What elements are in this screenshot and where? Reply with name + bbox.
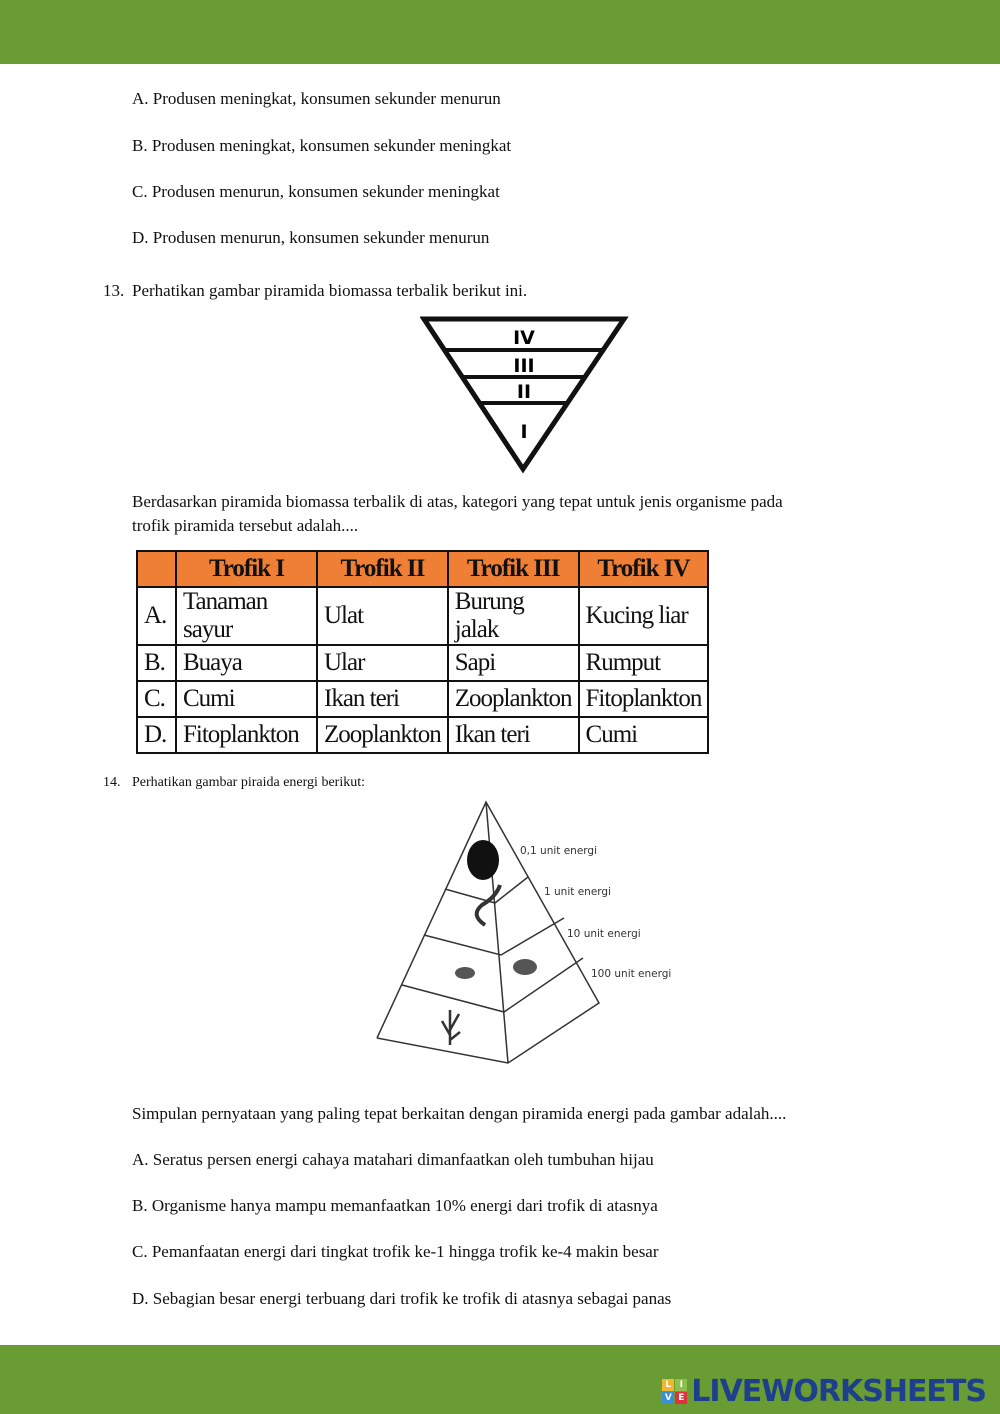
table-row bbox=[137, 717, 708, 753]
q13-question: Perhatikan gambar piramida biomassa terbalik berikut ini. bbox=[132, 281, 528, 300]
header-cell bbox=[137, 551, 176, 587]
cell: Ular bbox=[317, 645, 448, 681]
top-banner bbox=[0, 0, 1000, 64]
q12-option-a[interactable]: A. Produsen meningkat, konsumen sekunder menurun bbox=[132, 89, 501, 108]
cell: Ikan teri bbox=[448, 717, 579, 753]
plant-icon bbox=[442, 1010, 460, 1045]
energy-pyramid bbox=[370, 795, 680, 1070]
q12-option-d[interactable]: D. Produsen menurun, konsumen sekunder menurun bbox=[132, 228, 490, 247]
table-header-row bbox=[137, 551, 708, 587]
q12-option-b[interactable]: B. Produsen meningkat, konsumen sekunder meningkat bbox=[132, 136, 512, 155]
cell: Fitoplankton bbox=[579, 681, 709, 717]
header-cell: Trofik II bbox=[317, 551, 448, 587]
energy-label-2: 1 unit energi bbox=[544, 886, 611, 898]
cell: D. bbox=[137, 717, 176, 753]
cell: Zooplankton bbox=[317, 717, 448, 753]
header-cell: Trofik I bbox=[176, 551, 317, 587]
energy-label-base: 100 unit energi bbox=[591, 968, 672, 980]
eagle-icon bbox=[467, 840, 499, 880]
cell: Ikan teri bbox=[317, 681, 448, 717]
level-iv-label: IV bbox=[513, 327, 535, 349]
cell: Burung jalak bbox=[448, 587, 579, 645]
table-row bbox=[137, 645, 708, 681]
q14-body: Simpulan pernyataan yang paling tepat berkaitan dengan piramida energi pada gambar adalah.... bbox=[132, 1104, 787, 1123]
q14-option-a[interactable]: A. Seratus persen energi cahaya matahari dimanfaatkan oleh tumbuhan hijau bbox=[132, 1150, 654, 1169]
cell: Fitoplankton bbox=[176, 717, 317, 753]
q13-body-line2: trofik piramida tersebut adalah.... bbox=[132, 516, 359, 535]
mouse-icon bbox=[455, 967, 475, 979]
q14-option-d[interactable]: D. Sebagian besar energi terbuang dari trofik ke trofik di atasnya sebagai panas bbox=[132, 1289, 672, 1308]
q13-number: 13. bbox=[103, 281, 125, 300]
cell: A. bbox=[137, 587, 176, 645]
cell: Cumi bbox=[176, 681, 317, 717]
header-cell: Trofik IV bbox=[579, 551, 709, 587]
rabbit-icon bbox=[513, 959, 537, 975]
q14-number: 14. bbox=[103, 775, 121, 790]
cell: Rumput bbox=[579, 645, 709, 681]
q12-option-c[interactable]: C. Produsen menurun, konsumen sekunder meningkat bbox=[132, 182, 500, 201]
logo-text: LIVEWORKSHEETS bbox=[691, 1374, 986, 1409]
cell: Sapi bbox=[448, 645, 579, 681]
q14-option-c[interactable]: C. Pemanfaatan energi dari tingkat trofik ke-1 hingga trofik ke-4 makin besar bbox=[132, 1242, 659, 1261]
cell: Zooplankton bbox=[448, 681, 579, 717]
level-ii-label: II bbox=[516, 381, 532, 403]
q14-option-b[interactable]: B. Organisme hanya mampu memanfaatkan 10% energi dari trofik di atasnya bbox=[132, 1196, 658, 1215]
q14-question: Perhatikan gambar piraida energi berikut: bbox=[132, 775, 365, 790]
cell: Tanaman sayur bbox=[176, 587, 317, 645]
header-cell: Trofik III bbox=[448, 551, 579, 587]
cell: Buaya bbox=[176, 645, 317, 681]
trophic-table bbox=[136, 550, 709, 754]
level-iii-label: III bbox=[513, 355, 535, 377]
cell: C. bbox=[137, 681, 176, 717]
live-squares-icon: L I V E bbox=[662, 1379, 687, 1404]
energy-label-3: 10 unit energi bbox=[567, 928, 641, 940]
table-row bbox=[137, 587, 708, 645]
cell: Cumi bbox=[579, 717, 709, 753]
liveworksheets-logo[interactable] bbox=[662, 1374, 986, 1409]
energy-label-top: 0,1 unit energi bbox=[520, 845, 598, 857]
level-i-label: I bbox=[520, 421, 528, 443]
cell: B. bbox=[137, 645, 176, 681]
table-row bbox=[137, 681, 708, 717]
cell: Ulat bbox=[317, 587, 448, 645]
inverted-biomass-pyramid bbox=[420, 314, 630, 474]
q13-body-line1: Berdasarkan piramida biomassa terbalik di atas, kategori yang tepat untuk jenis organisme pada bbox=[132, 492, 783, 511]
cell: Kucing liar bbox=[579, 587, 709, 645]
